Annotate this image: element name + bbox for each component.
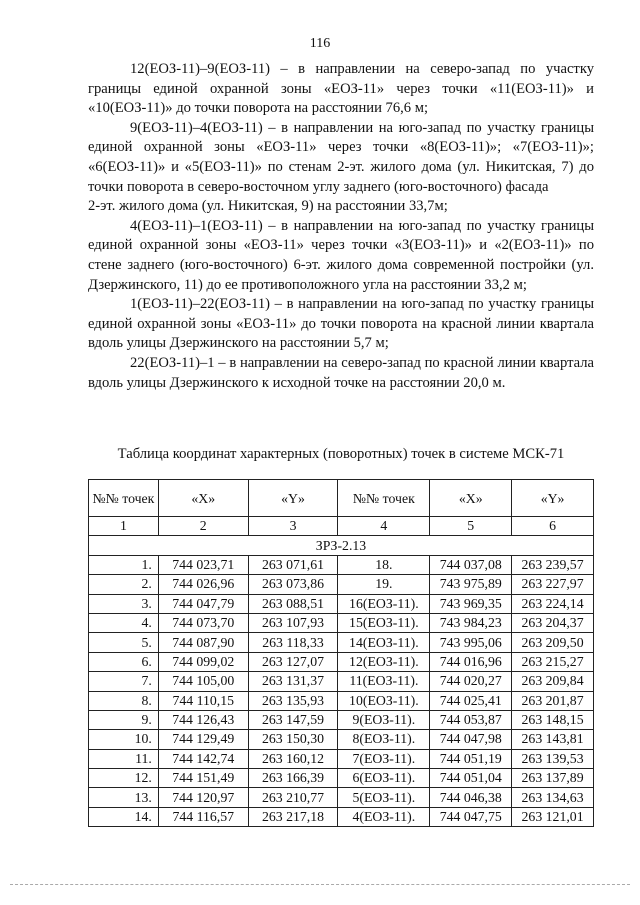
header-point-number-2: №№ точек — [338, 480, 430, 517]
y-value-2: 263 215,27 — [512, 652, 594, 671]
scan-edge-line — [10, 884, 630, 887]
y-value-1: 263 127,07 — [248, 652, 338, 671]
table-row — [89, 672, 594, 691]
table-caption: Таблица координат характерных (поворотных) точек в системе МСК-71 — [117, 446, 565, 462]
table-row — [89, 710, 594, 729]
x-value-1: 744 073,70 — [158, 613, 248, 632]
point-number-1: 14. — [89, 807, 159, 826]
y-value-2: 263 121,01 — [512, 807, 594, 826]
y-value-1: 263 147,59 — [248, 710, 338, 729]
point-number-1: 12. — [89, 769, 159, 788]
x-value-1: 744 087,90 — [158, 633, 248, 652]
x-value-2: 744 051,04 — [430, 769, 512, 788]
y-value-1: 263 131,37 — [248, 672, 338, 691]
table-row — [89, 749, 594, 768]
body-text — [88, 60, 594, 393]
x-value-2: 744 037,08 — [430, 555, 512, 574]
point-number-1: 1. — [89, 555, 159, 574]
table-row — [89, 652, 594, 671]
y-value-1: 263 071,61 — [248, 555, 338, 574]
paragraph-boundary-1-22: 1(ЕОЗ-11)–22(ЕОЗ-11) – в направлении на юго-запад по участку границы единой охранной зоны «ЕОЗ-11» до точки поворота на красной линии квартала вдоль улицы Дзержинского на расстоянии 5,7 м; — [88, 296, 594, 352]
y-value-2: 263 134,63 — [512, 788, 594, 807]
point-number-1: 6. — [89, 652, 159, 671]
header-y-2: «Y» — [512, 480, 594, 517]
y-value-1: 263 118,33 — [248, 633, 338, 652]
header-point-number-1: №№ точек — [89, 480, 159, 517]
point-number-2: 12(ЕОЗ-11). — [338, 652, 430, 671]
y-value-2: 263 239,57 — [512, 555, 594, 574]
x-value-2: 744 051,19 — [430, 749, 512, 768]
x-value-2: 743 984,23 — [430, 613, 512, 632]
point-number-2: 4(ЕОЗ-11). — [338, 807, 430, 826]
y-value-1: 263 088,51 — [248, 594, 338, 613]
point-number-2: 15(ЕОЗ-11). — [338, 613, 430, 632]
point-number-1: 5. — [89, 633, 159, 652]
table-row — [89, 788, 594, 807]
page-number: 116 — [309, 36, 331, 51]
x-value-1: 744 129,49 — [158, 730, 248, 749]
y-value-2: 263 224,14 — [512, 594, 594, 613]
point-number-2: 10(ЕОЗ-11). — [338, 691, 430, 710]
coordinates-table — [88, 479, 594, 827]
point-number-2: 19. — [338, 575, 430, 594]
x-value-2: 743 995,06 — [430, 633, 512, 652]
y-value-1: 263 135,93 — [248, 691, 338, 710]
point-number-1: 9. — [89, 710, 159, 729]
zone-label-row — [89, 536, 594, 555]
column-number-row — [89, 517, 594, 536]
x-value-1: 744 105,00 — [158, 672, 248, 691]
x-value-2: 744 047,98 — [430, 730, 512, 749]
point-number-1: 13. — [89, 788, 159, 807]
column-number: 4 — [338, 517, 430, 536]
point-number-1: 7. — [89, 672, 159, 691]
table-row — [89, 730, 594, 749]
y-value-1: 263 217,18 — [248, 807, 338, 826]
y-value-1: 263 166,39 — [248, 769, 338, 788]
table-header-row — [89, 480, 594, 517]
y-value-1: 263 160,12 — [248, 749, 338, 768]
y-value-2: 263 209,84 — [512, 672, 594, 691]
table-row — [89, 807, 594, 826]
x-value-1: 744 126,43 — [158, 710, 248, 729]
point-number-2: 14(ЕОЗ-11). — [338, 633, 430, 652]
table-row — [89, 575, 594, 594]
table-row — [89, 633, 594, 652]
x-value-2: 744 025,41 — [430, 691, 512, 710]
x-value-1: 744 151,49 — [158, 769, 248, 788]
y-value-2: 263 148,15 — [512, 710, 594, 729]
x-value-1: 744 120,97 — [158, 788, 248, 807]
y-value-1: 263 210,77 — [248, 788, 338, 807]
x-value-2: 744 047,75 — [430, 807, 512, 826]
header-y-1: «Y» — [248, 480, 338, 517]
x-value-1: 744 142,74 — [158, 749, 248, 768]
zone-label: ЗРЗ-2.13 — [89, 536, 594, 555]
x-value-2: 743 975,89 — [430, 575, 512, 594]
x-value-1: 744 116,57 — [158, 807, 248, 826]
header-x-2: «X» — [430, 480, 512, 517]
header-x-1: «X» — [158, 480, 248, 517]
y-value-2: 263 209,50 — [512, 633, 594, 652]
x-value-2: 744 016,96 — [430, 652, 512, 671]
point-number-2: 7(ЕОЗ-11). — [338, 749, 430, 768]
x-value-2: 744 053,87 — [430, 710, 512, 729]
column-number: 5 — [430, 517, 512, 536]
x-value-1: 744 026,96 — [158, 575, 248, 594]
table-row — [89, 613, 594, 632]
table-row — [89, 769, 594, 788]
table-row — [89, 555, 594, 574]
paragraph-boundary-9-4-continued: 2-эт. жилого дома (ул. Никитская, 9) на расстоянии 33,7м; — [88, 198, 448, 215]
paragraph-boundary-9-4: 9(ЕОЗ-11)–4(ЕОЗ-11) – в направлении на юго-запад по участку границы единой охранной зоны «ЕОЗ-11» через точки «8(ЕОЗ-11)»; «7(ЕОЗ-11)»; «6(ЕОЗ-11)» и «5(ЕОЗ-11)» по стенам 2-эт. жилого дома (ул. Никитская, 7) до точки поворота в северо-восточном углу заднего (юго-восточного) фасада — [88, 119, 594, 195]
y-value-1: 263 107,93 — [248, 613, 338, 632]
table-row — [89, 691, 594, 710]
x-value-2: 744 046,38 — [430, 788, 512, 807]
point-number-1: 3. — [89, 594, 159, 613]
y-value-2: 263 137,89 — [512, 769, 594, 788]
column-number: 1 — [89, 517, 159, 536]
y-value-2: 263 201,87 — [512, 691, 594, 710]
point-number-1: 4. — [89, 613, 159, 632]
point-number-1: 10. — [89, 730, 159, 749]
y-value-1: 263 150,30 — [248, 730, 338, 749]
paragraph-boundary-12-9: 12(ЕОЗ-11)–9(ЕОЗ-11) – в направлении на северо-запад по участку границы единой охранной зоны «ЕОЗ-11» через точки «11(ЕОЗ-11)» и «10(ЕОЗ-11)» до точки поворота на расстоянии 76,6 м; — [88, 61, 594, 117]
table-row — [89, 594, 594, 613]
y-value-2: 263 227,97 — [512, 575, 594, 594]
y-value-2: 263 204,37 — [512, 613, 594, 632]
point-number-2: 11(ЕОЗ-11). — [338, 672, 430, 691]
point-number-2: 18. — [338, 555, 430, 574]
column-number: 2 — [158, 517, 248, 536]
column-number: 3 — [248, 517, 338, 536]
x-value-2: 744 020,27 — [430, 672, 512, 691]
point-number-1: 8. — [89, 691, 159, 710]
point-number-2: 9(ЕОЗ-11). — [338, 710, 430, 729]
x-value-1: 744 099,02 — [158, 652, 248, 671]
point-number-2: 5(ЕОЗ-11). — [338, 788, 430, 807]
paragraph-boundary-4-1: 4(ЕОЗ-11)–1(ЕОЗ-11) – в направлении на юго-запад по участку границы единой охранной зоны «ЕОЗ-11» через точки «3(ЕОЗ-11)» и «2(ЕОЗ-11)» по стене заднего (юго-восточного) 6-эт. жилого дома современной постройки (ул. Дзержинского, 11) до ее противоположного угла на расстоянии 33,2 м; — [88, 217, 594, 293]
x-value-1: 744 047,79 — [158, 594, 248, 613]
point-number-2: 16(ЕОЗ-11). — [338, 594, 430, 613]
point-number-2: 6(ЕОЗ-11). — [338, 769, 430, 788]
table-body — [89, 555, 594, 826]
point-number-1: 2. — [89, 575, 159, 594]
point-number-1: 11. — [89, 749, 159, 768]
paragraph-boundary-22-1: 22(ЕОЗ-11)–1 – в направлении на северо-запад по красной линии квартала вдоль улицы Дзержинского к исходной точке на расстоянии 20,0 м. — [88, 354, 594, 391]
x-value-1: 744 110,15 — [158, 691, 248, 710]
y-value-2: 263 139,53 — [512, 749, 594, 768]
x-value-2: 743 969,35 — [430, 594, 512, 613]
y-value-1: 263 073,86 — [248, 575, 338, 594]
column-number: 6 — [512, 517, 594, 536]
point-number-2: 8(ЕОЗ-11). — [338, 730, 430, 749]
x-value-1: 744 023,71 — [158, 555, 248, 574]
y-value-2: 263 143,81 — [512, 730, 594, 749]
